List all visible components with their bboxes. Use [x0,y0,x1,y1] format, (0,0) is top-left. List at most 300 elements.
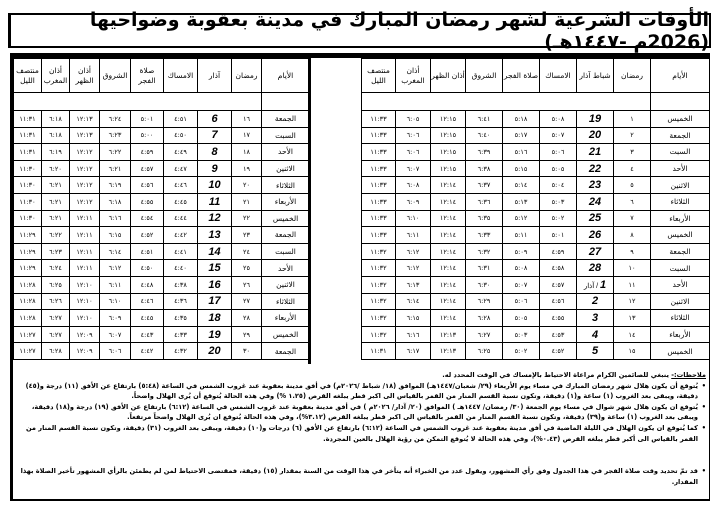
fajr-cell: ٥:١٨ [503,111,540,128]
maghrib-cell: ٦:٢٤ [42,260,70,277]
header-sunrise: الشروق [466,59,503,93]
table-row [14,127,310,144]
ramadan-day-cell: ٢٢ [232,210,262,227]
midnight-cell: ١١:٣١ [14,127,42,144]
dhuhr-cell: ١٢:٠٩ [70,326,100,343]
gregorian-date-cell [577,160,614,177]
midnight-cell: ١١:٣١ [14,111,42,128]
imsak-cell: ٤:٣٢ [164,343,198,360]
note-item-fajr: • قد تمّ تحديد وقت صلاة الفجر في هذا الجدول وفق رأي المشهور، ويقول عدد من الخبراء أنه يتأخر في هذا الوقت من السنة بمقدار (١٥) دقيقة، فمقتضى الاحتياط لمن لم يطمئن بالرأي المشهور تأخير الصلاة بهذا المقدار. [18,466,698,487]
fajr-cell: ٥:٠٢ [503,343,540,360]
header-ramadan: رمضان [614,59,651,93]
midnight-cell: ١١:٣٠ [14,193,42,210]
ramadan-day-cell: ١٥ [614,343,651,360]
title-box [8,8,711,53]
gregorian-day: 5 [591,345,599,358]
header-midnight: منتصف الليل [14,59,42,93]
dhuhr-cell: ١٢:١٣ [70,111,100,128]
imsak-cell: ٤:٣٥ [164,310,198,327]
gregorian-day: 16 [208,278,221,291]
midnight-cell: ١١:٣٢ [362,326,396,343]
sunrise-cell: ٦:٢٥ [466,343,503,360]
table-row [362,310,710,327]
dhuhr-cell: ١٢:١٢ [70,193,100,210]
dhuhr-cell: ١٢:١٣ [431,326,466,343]
maghrib-cell: ٦:٠٧ [396,160,431,177]
day-cell: السبت [262,243,310,260]
gregorian-date-cell [577,111,614,128]
ramadan-day-cell: ٢٨ [232,310,262,327]
day-cell: الثلاثاء [651,193,710,210]
gregorian-day: 12 [208,212,221,225]
blank-cell [651,93,710,111]
table-row [14,193,310,210]
dhuhr-cell: ١٢:١٣ [431,343,466,360]
maghrib-cell: ٦:٢١ [42,210,70,227]
fajr-cell: ٤:٥٧ [131,160,164,177]
dhuhr-cell: ١٢:١٤ [431,276,466,293]
midnight-cell: ١١:٣٢ [362,260,396,277]
day-cell: الاثنين [651,177,710,194]
maghrib-cell: ٦:٢٠ [42,160,70,177]
fajr-cell: ٥:٠٩ [503,243,540,260]
table-row [14,111,310,128]
dhuhr-cell: ١٢:١٥ [431,160,466,177]
midnight-cell: ١١:٣٠ [14,177,42,194]
day-cell: الجمعة [262,111,310,128]
midnight-cell: ١١:٣٢ [362,276,396,293]
table-row [362,243,710,260]
header-day: الأيام [262,59,310,93]
fajr-cell: ٤:٥١ [131,243,164,260]
dhuhr-cell: ١٢:١٤ [431,210,466,227]
maghrib-cell: ٦:١٦ [396,326,431,343]
ramadan-day-cell: ٢٧ [232,293,262,310]
sunrise-cell: ٦:٣٨ [466,160,503,177]
gregorian-date-cell [577,127,614,144]
dhuhr-cell: ١٢:١٠ [70,310,100,327]
day-cell: الأربعاء [262,193,310,210]
gregorian-date-cell [198,210,232,227]
fajr-cell: ٤:٤٣ [131,326,164,343]
ramadan-day-cell: ١ [614,111,651,128]
gregorian-day: 27 [588,245,602,258]
sunrise-cell: ٦:٣٧ [466,177,503,194]
imsak-cell: ٤:٤٥ [164,193,198,210]
gregorian-day: 7 [211,129,218,142]
dhuhr-cell: ١٢:١٤ [431,310,466,327]
gregorian-date-cell [577,210,614,227]
maghrib-cell: ٦:١٨ [42,127,70,144]
gregorian-day: 11 [208,195,221,208]
sunrise-cell: ٦:٢٨ [466,310,503,327]
imsak-cell: ٤:٤٩ [164,144,198,161]
fajr-cell: ٥:١١ [503,227,540,244]
table-row [14,243,310,260]
table-row [14,210,310,227]
midnight-cell: ١١:٣١ [14,144,42,161]
gregorian-date-cell [198,293,232,310]
ramadan-day-cell: ٥ [614,177,651,194]
table-row [362,227,710,244]
dhuhr-cell: ١٢:١١ [70,243,100,260]
ramadan-day-cell: ٨ [614,227,651,244]
page-title: الأوقات الشرعية لشهر رمضان المبارك في مدينة بعقوبة وضواحيها (2026م -١٤٤٧هـ) [89,8,709,53]
gregorian-date-cell [198,343,232,360]
notes-list [18,381,706,488]
midnight-cell: ١١:٣٢ [362,293,396,310]
ramadan-day-cell: ٢٤ [232,243,262,260]
fajr-cell: ٥:١٢ [503,210,540,227]
day-cell: الأربعاء [651,210,710,227]
fajr-cell: ٥:٠٥ [503,310,540,327]
gregorian-day: 10 [208,179,221,192]
sunrise-cell: ٦:١٠ [100,293,131,310]
maghrib-cell: ٦:١١ [396,227,431,244]
sunrise-cell: ٦:١١ [100,276,131,293]
sunrise-cell: ٦:٠٦ [100,343,131,360]
imsak-cell: ٥:٠١ [540,227,577,244]
gregorian-day: 4 [591,328,599,341]
dhuhr-cell: ١٢:١٤ [431,293,466,310]
midnight-cell: ١١:٣٣ [362,193,396,210]
table-row [14,260,310,277]
dhuhr-cell: ١٢:١٠ [70,276,100,293]
midnight-cell: ١١:٢٩ [14,243,42,260]
midnight-cell: ١١:٢٨ [14,293,42,310]
ramadan-day-cell: ٤ [614,160,651,177]
header-gregorian: شباط آذار [577,59,614,93]
maghrib-cell: ٦:٢٧ [42,310,70,327]
imsak-cell: ٥:٠٨ [540,111,577,128]
gregorian-day: 20 [208,345,221,358]
fajr-cell: ٥:١٦ [503,144,540,161]
ramadan-day-cell: ٢٥ [232,260,262,277]
day-cell: الخميس [262,210,310,227]
day-cell: الخميس [651,227,710,244]
gregorian-day: 28 [588,262,602,275]
imsak-cell: ٤:٥٩ [540,243,577,260]
dhuhr-cell: ١٢:١٣ [70,127,100,144]
imsak-cell: ٤:٣٨ [164,276,198,293]
maghrib-cell: ٦:٢٢ [42,227,70,244]
table-row [14,276,310,293]
gregorian-date-cell [198,276,232,293]
maghrib-cell: ٦:١٠ [396,210,431,227]
gregorian-day: 19 [588,112,602,125]
table-row [14,343,310,360]
imsak-cell: ٤:٣٣ [164,326,198,343]
table-row [14,310,310,327]
day-cell: الخميس [651,343,710,360]
fajr-cell: ٤:٥٦ [131,177,164,194]
sunrise-cell: ٦:١٦ [100,210,131,227]
blank-row [14,93,310,111]
header-gregorian: آذار [198,59,232,93]
sunrise-cell: ٦:٢٢ [100,144,131,161]
gregorian-date-cell [198,326,232,343]
table-row [14,160,310,177]
dhuhr-cell: ١٢:١٤ [431,260,466,277]
midnight-cell: ١١:٣٣ [362,111,396,128]
imsak-cell: ٤:٤٦ [164,177,198,194]
table-row [362,144,710,161]
gregorian-day: 3 [591,311,599,324]
imsak-cell: ٤:٤١ [164,243,198,260]
fajr-cell: ٥:٠١ [131,111,164,128]
maghrib-cell: ٦:٠٦ [396,127,431,144]
maghrib-cell: ٦:١٨ [42,111,70,128]
gregorian-day: 15 [208,262,221,275]
gregorian-date-cell [577,177,614,194]
gregorian-date-cell [577,243,614,260]
fajr-cell: ٤:٤٢ [131,343,164,360]
ramadan-day-cell: ١٠ [614,260,651,277]
gregorian-date-cell [198,243,232,260]
note-item: • يُتوقع أن يكون هلال شهر رمضان المبارك في مساء يوم الأربعاء (٢٩/ شعبان/١٤٤٧هـ) الموافق (١٨/ شباط /٢٠٢٦م) في أفق مدينة بعقوبة عند غروب الشمس في الساعة (٥:٤٨) بارتفاع عن الأفق (١١) درجة و(٤٥) دقيقة، ويبقى بعد الغروب (١) ساعة و(١) دقيقة، وتكون نسبة القسم المنار من القمر بالقياس الى اكبر قطر يبلغه القرص (١.٢٥ %) وفي هذه الحالة يُتوقع أن يُرى الهلال واضحاً. [18,381,698,402]
day-cell: السبت [262,127,310,144]
gregorian-date-cell [198,127,232,144]
fajr-cell: ٥:١٥ [503,160,540,177]
dhuhr-cell: ١٢:١٢ [70,160,100,177]
blank-cell [262,93,310,111]
day-cell: الخميس [651,111,710,128]
day-cell: الجمعة [262,343,310,360]
gregorian-day: 22 [588,162,602,175]
imsak-cell: ٤:٥٢ [540,343,577,360]
blank-cell [362,93,651,111]
day-cell: الجمعة [262,227,310,244]
header-dhuhr: أذان الظهر [431,59,466,93]
gregorian-day: 23 [588,179,602,192]
gregorian-date-cell [577,260,614,277]
ramadan-day-cell: ٩ [614,243,651,260]
table-row [14,326,310,343]
gregorian-day: 6 [211,112,218,125]
note-item: • يُتوقع ان يكون هلال شهر شوال في مساء يوم الجمعة (٣٠/ رمضان/ ١٤٤٧هـ ) الموافق (٢٠/ آذار/ ٢٠٢٦م ) في أفق مدينة بعقوبة عند غروب الشمس في الساعة (٦:١٢) بارتفاع عن الأفق (١٩) درجة و(١٨) دقيقة، ويبقى بعد الغروب (١) ساعة و(٣٩) دقيقة، وتكون نسبة القسم المنار من القمر بالقياس الى اكبر قطر يبلغه القرص (٣.١٢%)، وفي هذه الحالة يُتوقع ان يُرى الهلال واضحاً مرتفعاً. [18,402,698,423]
day-cell: الجمعة [651,243,710,260]
sunrise-cell: ٦:٢١ [100,160,131,177]
imsak-cell: ٤:٥١ [164,111,198,128]
maghrib-cell: ٦:١٧ [396,343,431,360]
midnight-cell: ١١:٣٢ [362,310,396,327]
table-row [362,127,710,144]
ramadan-day-cell: ٣٠ [232,343,262,360]
dhuhr-cell: ١٢:١٤ [431,243,466,260]
day-cell: السبت [651,144,710,161]
ramadan-day-cell: ١٦ [232,111,262,128]
midnight-cell: ١١:٣١ [362,343,396,360]
ramadan-day-cell: ١٣ [614,310,651,327]
ramadan-day-cell: ٧ [614,210,651,227]
dhuhr-cell: ١٢:١١ [70,227,100,244]
day-cell: الأحد [262,144,310,161]
gregorian-date-cell [198,144,232,161]
table-row [362,160,710,177]
fajr-cell: ٤:٥٤ [131,210,164,227]
sunrise-cell: ٦:٢٩ [466,293,503,310]
dhuhr-cell: ١٢:١٤ [431,227,466,244]
dhuhr-cell: ١٢:٠٩ [70,343,100,360]
sunrise-cell: ٦:١٩ [100,177,131,194]
gregorian-date-cell [577,193,614,210]
day-cell: الاثنين [262,160,310,177]
dhuhr-cell: ١٢:١٠ [70,293,100,310]
gregorian-day: 1 [600,278,607,291]
sunrise-cell: ٦:١٨ [100,193,131,210]
notes-intro: ينبغي للصائمين الكرام مراعاة الاحتياط بالإمساك في الوقت المحدد له. [442,371,672,379]
imsak-cell: ٥:٠٤ [540,177,577,194]
gregorian-day: 18 [208,311,221,324]
gregorian-day: 9 [211,162,218,175]
gregorian-day: 17 [208,295,221,308]
table-row [362,326,710,343]
day-cell: الاثنين [651,293,710,310]
maghrib-cell: ٦:٢٧ [42,326,70,343]
ramadan-day-cell: ٢٦ [232,276,262,293]
maghrib-cell: ٦:٠٩ [396,193,431,210]
gregorian-date-cell [198,177,232,194]
midnight-cell: ١١:٣٢ [362,243,396,260]
ramadan-day-cell: ٢٩ [232,326,262,343]
imsak-cell: ٥:٠٢ [540,210,577,227]
timetable-first-half [361,58,710,360]
day-cell: الأربعاء [262,310,310,327]
dhuhr-cell: ١٢:١٤ [431,193,466,210]
sunrise-cell: ٦:١٤ [100,243,131,260]
sunrise-cell: ٦:٣٠ [466,276,503,293]
maghrib-cell: ٦:١٤ [396,293,431,310]
day-cell: الجمعة [651,127,710,144]
gregorian-date-cell [577,293,614,310]
midnight-cell: ١١:٣٠ [14,160,42,177]
fajr-cell: ٥:٠٦ [503,293,540,310]
maghrib-cell: ٦:٠٨ [396,177,431,194]
table-row [362,343,710,360]
gregorian-date-cell [577,343,614,360]
sunrise-cell: ٦:٣٩ [466,144,503,161]
day-cell: الثلاثاء [651,310,710,327]
imsak-cell: ٤:٣٦ [164,293,198,310]
midnight-cell: ١١:٣٣ [362,227,396,244]
sunrise-cell: ٦:٣٣ [466,227,503,244]
midnight-cell: ١١:٣٣ [362,177,396,194]
gregorian-date-cell [577,326,614,343]
day-cell: الثلاثاء [262,293,310,310]
notes-label: ملاحظات:- [671,371,706,379]
maghrib-cell: ٦:١٩ [42,144,70,161]
day-cell: الثلاثاء [262,177,310,194]
table-row [14,293,310,310]
ramadan-day-cell: ٣ [614,144,651,161]
ramadan-day-cell: ٢١ [232,193,262,210]
imsak-cell: ٤:٥٦ [540,293,577,310]
gregorian-date-cell [577,144,614,161]
notes-section [18,370,706,487]
day-cell: الأحد [262,260,310,277]
imsak-cell: ٤:٤٠ [164,260,198,277]
midnight-cell: ١١:٣٣ [362,160,396,177]
ramadan-day-cell: ١٧ [232,127,262,144]
header-midnight: منتصف الليل [362,59,396,93]
ramadan-day-cell: ١٤ [614,326,651,343]
imsak-cell: ٤:٤٤ [164,210,198,227]
imsak-cell: ٤:٥٣ [540,326,577,343]
fajr-cell: ٤:٥٩ [131,144,164,161]
timetable-second-half [13,58,310,360]
gregorian-date-cell [577,310,614,327]
table-row [362,293,710,310]
dhuhr-cell: ١٢:١٢ [70,144,100,161]
gregorian-date-cell [198,260,232,277]
dhuhr-cell: ١٢:١٤ [431,177,466,194]
table-row [14,227,310,244]
day-cell: الاثنين [262,276,310,293]
imsak-cell: ٥:٠٧ [540,127,577,144]
blank-row [362,93,710,111]
table-row [362,111,710,128]
fajr-cell: ٤:٤٨ [131,276,164,293]
dhuhr-cell: ١٢:١٢ [70,177,100,194]
midnight-cell: ١١:٢٩ [14,260,42,277]
notes-header [18,370,706,381]
fajr-cell: ٥:١٣ [503,193,540,210]
ramadan-day-cell: ١٨ [232,144,262,161]
sunrise-cell: ٦:٣٥ [466,210,503,227]
ramadan-day-cell: ٢ [614,127,651,144]
maghrib-cell: ٦:١٢ [396,260,431,277]
dhuhr-cell: ١٢:١١ [70,210,100,227]
maghrib-cell: ٦:١٣ [396,276,431,293]
fajr-cell: ٥:٠٧ [503,276,540,293]
sunrise-cell: ٦:٣١ [466,260,503,277]
midnight-cell: ١١:٣٣ [362,127,396,144]
imsak-cell: ٤:٥٨ [540,260,577,277]
midnight-cell: ١١:٣٠ [14,210,42,227]
maghrib-cell: ٦:١٢ [396,243,431,260]
day-cell: الأحد [651,276,710,293]
gregorian-day: 2 [591,295,599,308]
day-cell: الأحد [651,160,710,177]
gregorian-day: 13 [208,228,221,241]
header-maghrib: أذان المغرب [42,59,70,93]
fajr-cell: ٤:٥٥ [131,193,164,210]
ramadan-day-cell: ١١ [614,276,651,293]
header-imsak: الامساك [540,59,577,93]
midnight-cell: ١١:٢٧ [14,326,42,343]
fajr-cell: ٤:٤٥ [131,310,164,327]
gregorian-date-cell [198,310,232,327]
table-row [14,144,310,161]
imsak-cell: ٤:٤٧ [164,160,198,177]
sunrise-cell: ٦:١٢ [100,260,131,277]
imsak-cell: ٤:٥٠ [164,127,198,144]
maghrib-cell: ٦:٢١ [42,177,70,194]
gregorian-date-cell [198,193,232,210]
midnight-cell: ١١:٣٣ [362,144,396,161]
gregorian-date-cell [577,227,614,244]
maghrib-cell: ٦:٢٨ [42,343,70,360]
sunrise-cell: ٦:٢٧ [466,326,503,343]
sunrise-cell: ٦:٣٦ [466,193,503,210]
ramadan-day-cell: ٦ [614,193,651,210]
header-maghrib: أذان المغرب [396,59,431,93]
maghrib-cell: ٦:٢١ [42,193,70,210]
gregorian-day: 14 [208,245,221,258]
fajr-cell: ٥:٠٨ [503,260,540,277]
ramadan-day-cell: ١٢ [614,293,651,310]
maghrib-cell: ٦:٢٣ [42,243,70,260]
